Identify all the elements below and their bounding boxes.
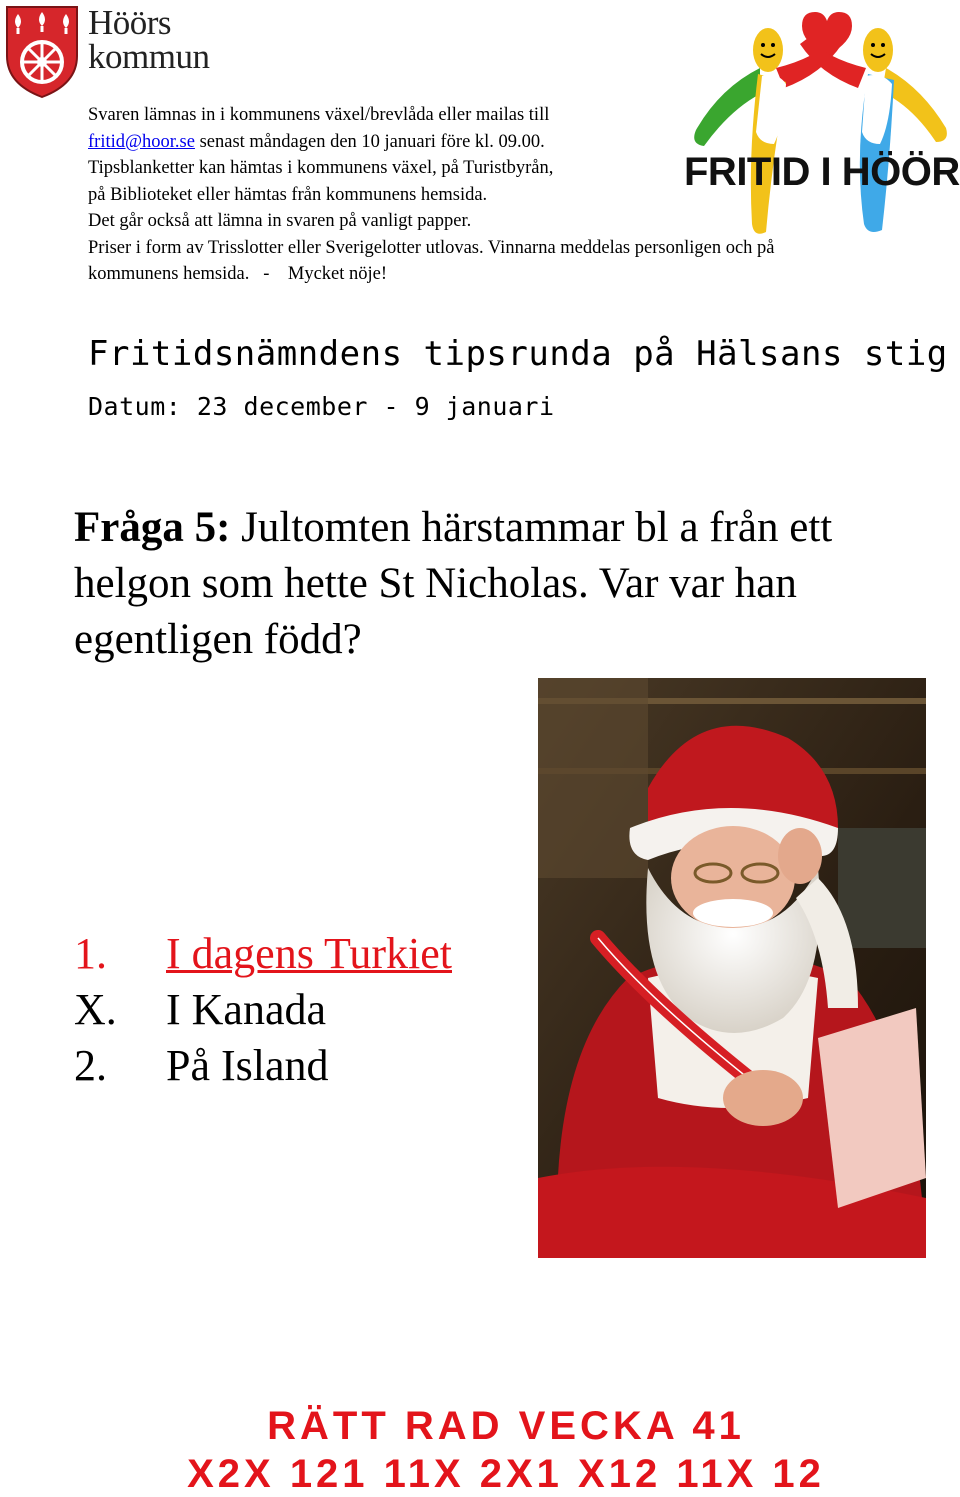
intro-line-2-rest: senast måndagen den 10 januari före kl. 09.00.	[194, 131, 545, 152]
fritid-logo-text: FRITID I HÖÖR	[684, 150, 960, 194]
intro-line-2	[88, 129, 948, 156]
santa-photo	[538, 678, 926, 1258]
question	[74, 500, 954, 668]
municipality-name-line1: Höörs	[88, 3, 172, 42]
answer-option-1[interactable]	[74, 926, 452, 982]
intro-line-5: Det går också att lämna in svaren på vanligt papper.	[88, 211, 472, 231]
intro-text	[88, 102, 948, 288]
intro-line-3: Tipsblanketter kan hämtas i kommunens växel, på Turistbyrån,	[88, 158, 554, 178]
coat-of-arms-icon	[4, 4, 82, 100]
municipality-name-line2: kommun	[88, 37, 210, 76]
answer-options	[74, 926, 452, 1094]
email-link[interactable]: fritid@hoor.se	[88, 131, 195, 152]
answer-option-2[interactable]	[74, 1038, 452, 1094]
intro-line-4: på Biblioteket eller hämtas från kommunens hemsida.	[88, 184, 488, 205]
answer-key: X.	[74, 985, 117, 1034]
answer-text: I dagens Turkiet	[166, 929, 452, 978]
answer-text: I Kanada	[166, 985, 327, 1034]
answer-key: 1.	[74, 929, 107, 978]
correct-row-answers: X2X 121 11X 2X1 X12 11X 12	[187, 1452, 825, 1496]
correct-row-title: RÄTT RAD VECKA 41	[267, 1404, 745, 1448]
event-title: Fritidsnämndens tipsrunda på Hälsans stig	[88, 334, 948, 374]
intro-line-7: kommunens hemsida. - Mycket nöje!	[88, 264, 388, 284]
answer-key: 2.	[74, 1041, 107, 1090]
question-text: Jultomten härstammar bl a från ett helgon som hette St Nicholas. Var var han egentligen född?	[74, 504, 833, 663]
municipality-logo	[4, 4, 264, 100]
event-date: Datum: 23 december - 9 januari	[88, 392, 555, 421]
intro-line-1: Svaren lämnas in i kommunens växel/brevlåda eller mailas till	[88, 105, 550, 125]
answer-text: På Island	[166, 1041, 329, 1090]
santa-image	[538, 678, 926, 1258]
municipality-name	[88, 3, 210, 76]
answer-option-x[interactable]	[74, 982, 452, 1038]
question-label: Fråga 5:	[74, 504, 231, 551]
intro-line-6: Priser i form av Trisslotter eller Sverigelotter utlovas. Vinnarna meddelas personligen och på	[88, 237, 775, 258]
